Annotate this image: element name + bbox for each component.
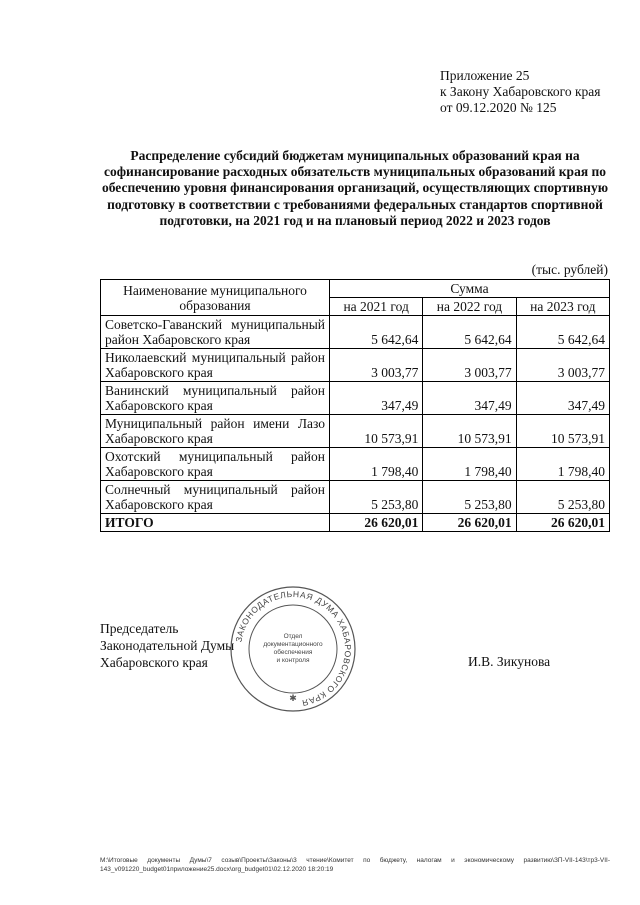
stamp-inner-line2: документационного (263, 641, 323, 648)
table-row (101, 481, 610, 514)
row-name: Николаевский муниципальный район Хабаровского края (101, 349, 330, 382)
row-value-2023: 1 798,40 (516, 448, 609, 481)
stamp-star-icon: ✱ (289, 693, 297, 703)
row-name: Охотский муниципальный район Хабаровского края (101, 448, 330, 481)
stamp-outer-text: ЗАКОНОДАТЕЛЬНАЯ ДУМА ХАБАРОВСКОГО КРАЯ (233, 588, 354, 709)
row-name: Солнечный муниципальный район Хабаровского края (101, 481, 330, 514)
table-row (101, 415, 610, 448)
row-value-2022: 5 253,80 (423, 481, 516, 514)
row-value-2021: 5 253,80 (330, 481, 423, 514)
table-row (101, 448, 610, 481)
official-stamp (228, 584, 358, 714)
header-name: Наименование муниципального образования (101, 280, 330, 316)
row-name: Советско-Гаванский муниципальный район Хабаровского края (101, 316, 330, 349)
row-value-2021: 1 798,40 (330, 448, 423, 481)
document-title: Распределение субсидий бюджетам муниципальных образований края на софинансирование расходных обязательств муниципальных образований края по обеспечению уровня финансирования организаций, осуществляющих спортивную подготовку в соответствии с требованиями федеральных стандартов спортивной подготовки, на 2021 год и на плановый период 2022 и 2023 годов (101, 148, 609, 228)
row-value-2023: 10 573,91 (516, 415, 609, 448)
appendix-reference (440, 68, 601, 116)
table-header-row (101, 280, 610, 298)
row-value-2021: 10 573,91 (330, 415, 423, 448)
stamp-inner-line1: Отдел (283, 633, 303, 640)
header-year-2021: на 2021 год (330, 298, 423, 316)
file-path-footer: M:\Итоговые документы Думы\7 созыв\Проекты\Законы\3 чтение\Комитет по бюджету, налогам и экономическому развитию\ЗП-VII-143\тр3-VII-143_v091220_budget01приложение25.docx\org_budget01\02.12.2020 18:20:19 (100, 857, 610, 873)
row-value-2023: 3 003,77 (516, 349, 609, 382)
header-year-2023: на 2023 год (516, 298, 609, 316)
row-value-2023: 5 642,64 (516, 316, 609, 349)
row-name: Муниципальный район имени Лазо Хабаровского края (101, 415, 330, 448)
total-value-2023: 26 620,01 (516, 514, 609, 532)
row-value-2022: 347,49 (423, 382, 516, 415)
row-value-2021: 3 003,77 (330, 349, 423, 382)
header-year-2022: на 2022 год (423, 298, 516, 316)
total-label: ИТОГО (101, 514, 330, 532)
table-row (101, 349, 610, 382)
table-row (101, 382, 610, 415)
signature-block (100, 620, 234, 671)
row-value-2022: 10 573,91 (423, 415, 516, 448)
row-name: Ванинский муниципальный район Хабаровского края (101, 382, 330, 415)
units-label: (тыс. рублей) (531, 262, 608, 277)
row-value-2021: 5 642,64 (330, 316, 423, 349)
row-value-2022: 3 003,77 (423, 349, 516, 382)
row-value-2023: 347,49 (516, 382, 609, 415)
subsidy-table (100, 279, 610, 532)
total-value-2021: 26 620,01 (330, 514, 423, 532)
signer-title-line1: Председатель (100, 621, 179, 636)
appendix-number: Приложение 25 (440, 68, 530, 83)
row-value-2021: 347,49 (330, 382, 423, 415)
table-row (101, 316, 610, 349)
header-sum: Сумма (330, 280, 610, 298)
stamp-inner-line4: и контроля (276, 657, 310, 664)
row-value-2022: 1 798,40 (423, 448, 516, 481)
signer-title-line2: Законодательной Думы (100, 638, 235, 653)
appendix-date: от 09.12.2020 № 125 (440, 100, 557, 115)
signer-name: И.В. Зикунова (468, 654, 551, 669)
row-value-2023: 5 253,80 (516, 481, 609, 514)
appendix-law: к Закону Хабаровского края (440, 84, 601, 99)
signer-title-line3: Хабаровского края (100, 655, 208, 670)
stamp-inner-line3: обеспечения (273, 649, 313, 656)
total-value-2022: 26 620,01 (423, 514, 516, 532)
table-total-row (101, 514, 610, 532)
row-value-2022: 5 642,64 (423, 316, 516, 349)
